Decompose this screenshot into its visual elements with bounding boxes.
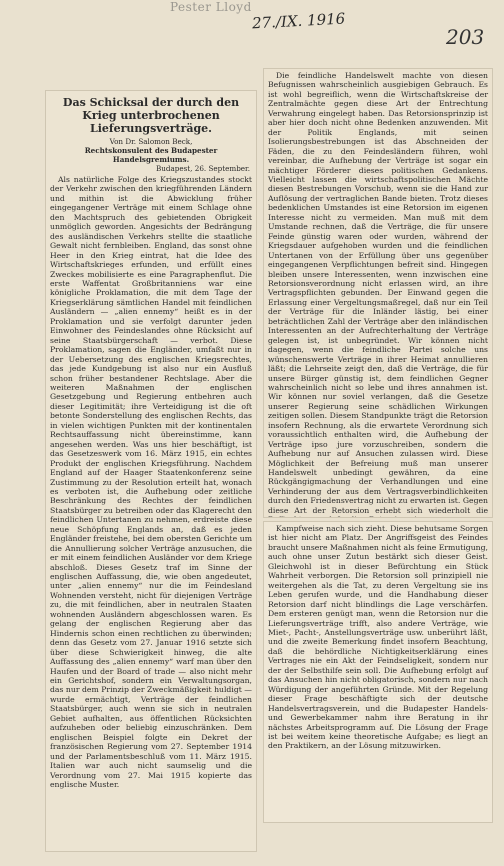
right-bottom-body-paragraph: Kampfweise nach sich zieht. Diese behutsame Sorgen ist hier nicht am Platz. Der Angriffsgeist des Feindes braucht unsere Maßnahmen nicht als feine Ermutigung, auch ohne unser Zutun bestärkt sich dieser Geist. Gleichwohl ist in dieser Befürchtung ein Stück Wahrheit verborgen. Die Retorsion soll prinzipiell nie weitergehen als die Tat, zu deren Vergeltung sie ins Leben gerufen wurde, und die Handhabung dieser Retorsion darf nicht blindlings die Lage verschärfen. Dem ersteren genügt man, wenn die Retorsion nur die Lieferungsverträge trifft, also andere Verträge, wie Miet-, Pacht-, Anstellungsverträge usw. unberührt läßt, und die zweite Bemerkung findet insofern Beachtung, daß die behördliche Nichtigkeitserklärung eines Vertrages nie ein Akt der Feindseligkeit, sondern nur der der Selbsthilfe sein soll. Die Aufhebung erfolgt auf das Ansuchen hin nicht obligatorisch, sondern nur nach Würdigung der angeführten Gründe. Mit der Regelung dieser Frage beschäftigte sich der deutsche Handelsvertragsverein, und die Budapester Handels- und Gewerbekammer nahm ihre Beratung in ihr nächstes Arbeitsprogramm auf. Die Lösung der Frage ist bei weitem keine theoretische Aufgabe; es liegt an den Praktikern, an der Lösung mitzuwirken. [268, 524, 488, 751]
article-body-right-top [264, 69, 492, 518]
author-institution: Rechtskonsulent des Budapester Handelsgremiums. [84, 146, 218, 164]
right-clipping-top [263, 68, 493, 518]
newspaper-stamp: Pester Lloyd [170, 0, 252, 14]
right-clipping-bottom [263, 521, 493, 823]
handwritten-date: 27./IX. 1916 [251, 9, 346, 33]
handwritten-page-number: 203 [446, 25, 485, 49]
right-top-body-paragraph: Die feindliche Handelswelt machte von diesen Befugnissen wahrscheinlich ausgiebigen Gebrauch. Es ist wohl begreiflich, wenn die Wirtschaftskreise der Zentralmächte gegen diese Art der Entrechtung Verwahrung eingelegt haben. Das Retorsionsprinzip ist aber hier doch nicht ohne Bedenken anzuwenden. Mit der Politik Englands, mit seinen Isolierungsbestrebungen ist das Abschneiden der Fäden, die zu den Feindesländern führen, wohl vereinbar, die Aufhebung der Verträge ist sogar ein mächtiger Förderer dieses politischen Gedankens. Vielleicht lassen die wirtschaftspolitischen Mächte diesen Bestrebungen Vorschub, wenn sie die Hand zur Auflösung der vertraglichen Bande bieten. Trotz dieses bedenklichen Umstandes ist eine Retorsion im eigenen Interesse nicht zu vermeiden. Man muß mit dem Umstande rechnen, daß die Verträge, die für unsere Feinde günstig waren oder wurden, während der Kriegsdauer aufgehoben wurden und die feindlichen Untertanen von der Erfüllung über uns gegenüber eingegangenen Verpflichtungen befreit sind. Hingegen bleiben unsere Interessenten, wenn inzwischen eine Retorsionsverordnung nicht erlassen wird, an ihre Vertragspflichten gebunden. Der Einwand gegen die Erlassung einer Vergeltungsmaßregel, daß nur ein Teil der Verträge für die Inländer lästig, bei einer beträchtlichen Zahl der Verträge aber den inländischen Interessenten an der Aufrechterhaltung der Verträge gelegen ist, ist unbegründet. Wir können nicht dagegen, wenn die feindliche Partei solche uns wünschenswerte Verträge in ihrer Heimat annullieren läßt; die Lehrseite zeigt den, daß die Verträge, die für unsere Bürger günstig ist, dem feindlichen Gegner wahrscheinlich nicht so lebe und ihres annahmen ist. Wir können nur soviel verlangen, daß die Gesetze unserer Regierung seine schädlichen Wirkungen zeitigen sollen. Diesem Standpunkte trägt die Retorsion insofern Rechnung, als die erwartete Verordnung sich voraussichtlich enthalten wird, die Aufhebung der Verträge ipso jure vorzuschreiben, sondern die Aufhebung nur auf Ansuchen zulassen wird. Diese Möglichkeit der Befreiung muß man unserer Handelswelt unbedingt gewähren, da eine Rückgängigmachung der Verhandlungen und eine Verhinderung der aus dem Vertragsverbindlichkeiten durch den Friedensvertrag nicht zu erwarten ist. Gegen diese Art der Retorsion erhebt sich wiederholt die [268, 71, 488, 515]
article-author: Von Dr. Salomon Beck, [109, 137, 193, 146]
left-clipping [45, 90, 257, 852]
article-dateline: Budapest, 26. September. [155, 164, 250, 173]
left-body-paragraph: Als natürliche Folge des Kriegszustandes stockt der Verkehr zwischen den kriegführenden Ländern und mithin ist die Abwicklung früher eingegangener Verträge mit einem Schlage ohne den Machtspruch des gebietenden Obrigkeit unmöglich geworden. Angesichts der Bedrängung des ausländischen Verkehrs stellte die staatliche Gewalt nicht fernbleiben. England, das sonst ohne Heer in den Krieg eintrat, hat die Idee des Wirtschaftskrieges erfunden, und erfüllt eines Zweckes mobilisierte es eine Paragraphenflut. Die erste Waffentat Großbritanniens war eine königliche Proklamation, die mit dem Tage der Kriegserklärung sämtlichen Handel mit feindlichen Ausländern — „alien ennemy“ heißt es in der Proklamation und sie verfolgt darunter jeden Einwohner des Feindeslandes ohne Rücksicht auf seine Staatsbürgerschaft — verbot. Diese Proklamation, sagen die Engländer, umfaßt nur in der Uebersetzung des englischen Kriegsrechtes, das jede Kundgebung ist also nur ein Ausfluß schon früher bestandener Rechtslage. Aber die weiteren Maßnahmen der englischen Gesetzgebung und Regierung entbehren auch dieser Legitimität; ihre Verteidigung ist die oft betonte Sonderstellung des englischen Rechts, das in vielen wichtigen Punkten mit der kontinentalen Rechtsauffassung nicht übereinstimme, kann angesehen werden. Was uns hier beschäftigt, ist das Gesetzeswerk vom 16. März 1915, ein echtes Produkt der englischen Kriegsführung. Nachdem England auf der Haager Staatenkonferenz seine Zustimmung zu der Resolution erteilt hat, wonach es verboten ist, die Aufhebung oder zeitliche Beschränkung des Rechtes der feindlichen Staatsbürger zu betreiben oder das Klagerecht den feindlichen Untertanen zu nehmen, erdreiste diese neue Schöpfung Englands an, daß es jeden Engländer freistehe, bei dem obersten Gerichte um die Annullierung solcher Verträge anzusuchen, die er mit einem feindlichen Ausländer vor dem Kriege abschloß. Dieses Gesetz traf im Sinne der englischen Auffassung, die, wie oben angedeutet, unter „alien ennemy“ nur die im Feindesland Wohnenden versteht, nicht für diejenigen Verträge zu, die mit feindlichen, aber in neutralen Staaten wohnenden Ausländern abgeschlossen waren. Es gelang der englischen Regierung aber das Hindernis schon einen rechtlichen zu überwinden; denn das Gesetz vom 27. Januar 1916 setzte sich über diese Schwierigkeit hinweg, die alte Auffassung des „alien ennemy“ warf man über den Haufen und der Board of trade — also nicht mehr ein Gerichtshof, sondern ein Verwaltungsorgan, das nur dem Prinzip der Zweckmäßigkeit huldigt — wurde ermächtigt, Verträge der feindlichen Staatsbürger, auch wenn sie sich in neutralen Gebiet aufhalten, aus öffentlichen Rücksichten aufzuheben oder beliebig einzuschränken. Dem englischen Beispiel folgte ein Dekret der französischen Regierung vom 27. September 1914 und der Parlamentsbeschluß vom 11. März 1915. Italien war auch nicht saumselig und die Verordnung vom 27. Mai 1915 kopierte das englische Muster. [50, 175, 252, 789]
article-title: Das Schicksal der durch den Krieg unterbrochenen Lieferungsverträge. [62, 96, 240, 135]
article-body-left [46, 173, 256, 789]
article-body-right-bottom [264, 522, 492, 751]
